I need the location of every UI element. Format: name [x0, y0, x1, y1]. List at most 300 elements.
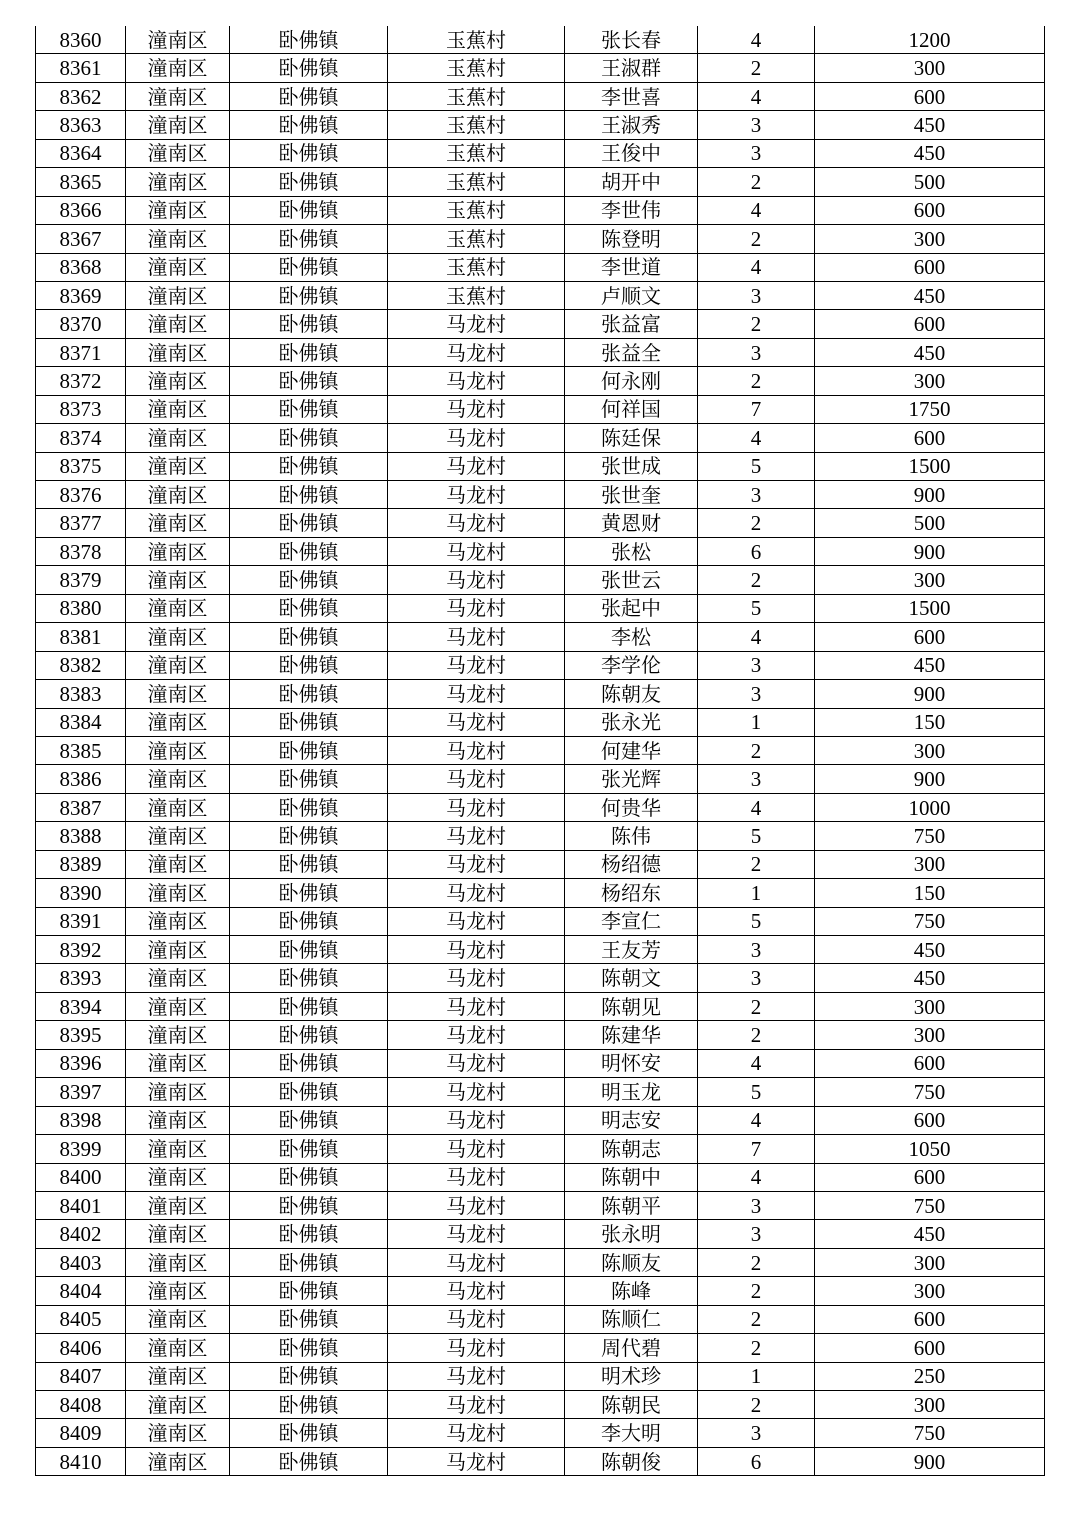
amount-cell: 600	[815, 424, 1045, 452]
village-cell: 玉蕉村	[388, 281, 565, 309]
town-cell: 卧佛镇	[230, 509, 388, 537]
name-cell: 张松	[565, 537, 698, 565]
household-size-cell: 4	[698, 1163, 815, 1191]
town-cell: 卧佛镇	[230, 196, 388, 224]
name-cell: 李大明	[565, 1419, 698, 1447]
row-number-cell: 8360	[36, 26, 126, 54]
town-cell: 卧佛镇	[230, 879, 388, 907]
amount-cell: 450	[815, 1220, 1045, 1248]
amount-cell: 450	[815, 651, 1045, 679]
town-cell: 卧佛镇	[230, 1135, 388, 1163]
amount-cell: 600	[815, 623, 1045, 651]
village-cell: 马龙村	[388, 1277, 565, 1305]
town-cell: 卧佛镇	[230, 481, 388, 509]
district-cell: 潼南区	[126, 424, 230, 452]
table-row	[36, 1220, 1045, 1248]
village-cell: 马龙村	[388, 338, 565, 366]
row-number-cell: 8394	[36, 992, 126, 1020]
district-cell: 潼南区	[126, 1191, 230, 1219]
town-cell: 卧佛镇	[230, 1078, 388, 1106]
row-number-cell: 8403	[36, 1248, 126, 1276]
name-cell: 陈顺友	[565, 1248, 698, 1276]
village-cell: 马龙村	[388, 1191, 565, 1219]
amount-cell: 1050	[815, 1135, 1045, 1163]
town-cell: 卧佛镇	[230, 1334, 388, 1362]
district-cell: 潼南区	[126, 1220, 230, 1248]
district-cell: 潼南区	[126, 452, 230, 480]
district-cell: 潼南区	[126, 964, 230, 992]
village-cell: 马龙村	[388, 850, 565, 878]
town-cell: 卧佛镇	[230, 1419, 388, 1447]
village-cell: 马龙村	[388, 992, 565, 1020]
household-size-cell: 4	[698, 1049, 815, 1077]
town-cell: 卧佛镇	[230, 992, 388, 1020]
household-size-cell: 4	[698, 424, 815, 452]
town-cell: 卧佛镇	[230, 822, 388, 850]
household-size-cell: 3	[698, 139, 815, 167]
name-cell: 陈朝见	[565, 992, 698, 1020]
table-row	[36, 196, 1045, 224]
name-cell: 李松	[565, 623, 698, 651]
table-row	[36, 168, 1045, 196]
row-number-cell: 8366	[36, 196, 126, 224]
name-cell: 胡开中	[565, 168, 698, 196]
household-size-cell: 2	[698, 992, 815, 1020]
district-cell: 潼南区	[126, 481, 230, 509]
amount-cell: 750	[815, 1419, 1045, 1447]
name-cell: 张益全	[565, 338, 698, 366]
row-number-cell: 8388	[36, 822, 126, 850]
name-cell: 何永刚	[565, 367, 698, 395]
household-size-cell: 5	[698, 907, 815, 935]
district-cell: 潼南区	[126, 1049, 230, 1077]
name-cell: 周代碧	[565, 1334, 698, 1362]
amount-cell: 600	[815, 253, 1045, 281]
village-cell: 玉蕉村	[388, 253, 565, 281]
name-cell: 王俊中	[565, 139, 698, 167]
district-cell: 潼南区	[126, 395, 230, 423]
name-cell: 明志安	[565, 1106, 698, 1134]
household-size-cell: 4	[698, 1106, 815, 1134]
village-cell: 玉蕉村	[388, 54, 565, 82]
village-cell: 马龙村	[388, 310, 565, 338]
district-cell: 潼南区	[126, 822, 230, 850]
district-cell: 潼南区	[126, 168, 230, 196]
table-row	[36, 452, 1045, 480]
household-size-cell: 3	[698, 680, 815, 708]
name-cell: 明术珍	[565, 1362, 698, 1390]
village-cell: 马龙村	[388, 509, 565, 537]
amount-cell: 300	[815, 54, 1045, 82]
amount-cell: 500	[815, 509, 1045, 537]
town-cell: 卧佛镇	[230, 1447, 388, 1475]
row-number-cell: 8387	[36, 793, 126, 821]
household-size-cell: 3	[698, 481, 815, 509]
district-cell: 潼南区	[126, 225, 230, 253]
table-row	[36, 367, 1045, 395]
table-row	[36, 708, 1045, 736]
table-row	[36, 54, 1045, 82]
table-row	[36, 1106, 1045, 1134]
district-cell: 潼南区	[126, 338, 230, 366]
name-cell: 王友芳	[565, 936, 698, 964]
data-table	[35, 26, 1045, 1476]
household-size-cell: 2	[698, 54, 815, 82]
table-row	[36, 1305, 1045, 1333]
name-cell: 张世云	[565, 566, 698, 594]
household-size-cell: 2	[698, 1248, 815, 1276]
household-size-cell: 7	[698, 395, 815, 423]
row-number-cell: 8399	[36, 1135, 126, 1163]
town-cell: 卧佛镇	[230, 623, 388, 651]
household-size-cell: 3	[698, 111, 815, 139]
row-number-cell: 8407	[36, 1362, 126, 1390]
amount-cell: 300	[815, 1277, 1045, 1305]
household-size-cell: 3	[698, 338, 815, 366]
amount-cell: 450	[815, 111, 1045, 139]
name-cell: 张益富	[565, 310, 698, 338]
household-size-cell: 3	[698, 1419, 815, 1447]
household-size-cell: 4	[698, 793, 815, 821]
village-cell: 马龙村	[388, 481, 565, 509]
amount-cell: 600	[815, 310, 1045, 338]
district-cell: 潼南区	[126, 1419, 230, 1447]
amount-cell: 900	[815, 1447, 1045, 1475]
town-cell: 卧佛镇	[230, 1191, 388, 1219]
district-cell: 潼南区	[126, 1391, 230, 1419]
row-number-cell: 8406	[36, 1334, 126, 1362]
household-size-cell: 2	[698, 367, 815, 395]
household-size-cell: 2	[698, 1391, 815, 1419]
household-size-cell: 2	[698, 225, 815, 253]
table-row	[36, 1419, 1045, 1447]
row-number-cell: 8386	[36, 765, 126, 793]
table-row	[36, 26, 1045, 54]
district-cell: 潼南区	[126, 509, 230, 537]
row-number-cell: 8401	[36, 1191, 126, 1219]
row-number-cell: 8381	[36, 623, 126, 651]
village-cell: 马龙村	[388, 1106, 565, 1134]
amount-cell: 300	[815, 992, 1045, 1020]
town-cell: 卧佛镇	[230, 850, 388, 878]
name-cell: 陈伟	[565, 822, 698, 850]
table-row	[36, 879, 1045, 907]
row-number-cell: 8369	[36, 281, 126, 309]
amount-cell: 900	[815, 680, 1045, 708]
town-cell: 卧佛镇	[230, 594, 388, 622]
table-row	[36, 793, 1045, 821]
district-cell: 潼南区	[126, 992, 230, 1020]
table-row	[36, 594, 1045, 622]
table-row	[36, 111, 1045, 139]
row-number-cell: 8376	[36, 481, 126, 509]
name-cell: 张永光	[565, 708, 698, 736]
town-cell: 卧佛镇	[230, 1305, 388, 1333]
amount-cell: 750	[815, 822, 1045, 850]
village-cell: 玉蕉村	[388, 26, 565, 54]
name-cell: 杨绍德	[565, 850, 698, 878]
row-number-cell: 8402	[36, 1220, 126, 1248]
town-cell: 卧佛镇	[230, 1248, 388, 1276]
name-cell: 陈峰	[565, 1277, 698, 1305]
village-cell: 马龙村	[388, 594, 565, 622]
town-cell: 卧佛镇	[230, 537, 388, 565]
row-number-cell: 8385	[36, 736, 126, 764]
household-size-cell: 2	[698, 1021, 815, 1049]
district-cell: 潼南区	[126, 1277, 230, 1305]
amount-cell: 750	[815, 907, 1045, 935]
village-cell: 马龙村	[388, 680, 565, 708]
district-cell: 潼南区	[126, 54, 230, 82]
town-cell: 卧佛镇	[230, 111, 388, 139]
village-cell: 马龙村	[388, 1305, 565, 1333]
name-cell: 明怀安	[565, 1049, 698, 1077]
amount-cell: 600	[815, 1106, 1045, 1134]
amount-cell: 750	[815, 1191, 1045, 1219]
household-size-cell: 4	[698, 26, 815, 54]
village-cell: 马龙村	[388, 1362, 565, 1390]
district-cell: 潼南区	[126, 111, 230, 139]
household-size-cell: 5	[698, 594, 815, 622]
district-cell: 潼南区	[126, 310, 230, 338]
table-row	[36, 736, 1045, 764]
town-cell: 卧佛镇	[230, 964, 388, 992]
table-row	[36, 1248, 1045, 1276]
table-row	[36, 765, 1045, 793]
table-row	[36, 338, 1045, 366]
district-cell: 潼南区	[126, 680, 230, 708]
household-size-cell: 3	[698, 765, 815, 793]
row-number-cell: 8373	[36, 395, 126, 423]
row-number-cell: 8393	[36, 964, 126, 992]
household-size-cell: 3	[698, 1191, 815, 1219]
row-number-cell: 8409	[36, 1419, 126, 1447]
table-row	[36, 1078, 1045, 1106]
household-size-cell: 2	[698, 310, 815, 338]
town-cell: 卧佛镇	[230, 936, 388, 964]
row-number-cell: 8383	[36, 680, 126, 708]
row-number-cell: 8362	[36, 82, 126, 110]
row-number-cell: 8377	[36, 509, 126, 537]
table-row	[36, 992, 1045, 1020]
town-cell: 卧佛镇	[230, 736, 388, 764]
amount-cell: 600	[815, 196, 1045, 224]
name-cell: 陈登明	[565, 225, 698, 253]
table-row	[36, 139, 1045, 167]
household-size-cell: 2	[698, 168, 815, 196]
village-cell: 马龙村	[388, 1419, 565, 1447]
amount-cell: 600	[815, 82, 1045, 110]
town-cell: 卧佛镇	[230, 82, 388, 110]
village-cell: 玉蕉村	[388, 196, 565, 224]
village-cell: 马龙村	[388, 424, 565, 452]
name-cell: 张光辉	[565, 765, 698, 793]
village-cell: 马龙村	[388, 907, 565, 935]
amount-cell: 250	[815, 1362, 1045, 1390]
table-row	[36, 395, 1045, 423]
row-number-cell: 8392	[36, 936, 126, 964]
town-cell: 卧佛镇	[230, 708, 388, 736]
table-row	[36, 1391, 1045, 1419]
district-cell: 潼南区	[126, 850, 230, 878]
table-row	[36, 1135, 1045, 1163]
row-number-cell: 8367	[36, 225, 126, 253]
name-cell: 陈朝民	[565, 1391, 698, 1419]
table-row	[36, 1447, 1045, 1475]
household-size-cell: 2	[698, 1277, 815, 1305]
row-number-cell: 8395	[36, 1021, 126, 1049]
name-cell: 陈朝平	[565, 1191, 698, 1219]
district-cell: 潼南区	[126, 879, 230, 907]
village-cell: 马龙村	[388, 1391, 565, 1419]
amount-cell: 1200	[815, 26, 1045, 54]
village-cell: 马龙村	[388, 1447, 565, 1475]
name-cell: 陈朝俊	[565, 1447, 698, 1475]
district-cell: 潼南区	[126, 1334, 230, 1362]
town-cell: 卧佛镇	[230, 338, 388, 366]
amount-cell: 450	[815, 964, 1045, 992]
amount-cell: 450	[815, 338, 1045, 366]
town-cell: 卧佛镇	[230, 452, 388, 480]
name-cell: 张起中	[565, 594, 698, 622]
household-size-cell: 5	[698, 1078, 815, 1106]
name-cell: 陈顺仁	[565, 1305, 698, 1333]
name-cell: 陈廷保	[565, 424, 698, 452]
district-cell: 潼南区	[126, 253, 230, 281]
name-cell: 何贵华	[565, 793, 698, 821]
district-cell: 潼南区	[126, 1163, 230, 1191]
village-cell: 马龙村	[388, 879, 565, 907]
town-cell: 卧佛镇	[230, 1391, 388, 1419]
row-number-cell: 8363	[36, 111, 126, 139]
table-row	[36, 651, 1045, 679]
row-number-cell: 8408	[36, 1391, 126, 1419]
table-row	[36, 310, 1045, 338]
district-cell: 潼南区	[126, 765, 230, 793]
table-row	[36, 537, 1045, 565]
household-size-cell: 1	[698, 1362, 815, 1390]
town-cell: 卧佛镇	[230, 793, 388, 821]
district-cell: 潼南区	[126, 367, 230, 395]
table-row	[36, 225, 1045, 253]
household-size-cell: 7	[698, 1135, 815, 1163]
name-cell: 张永明	[565, 1220, 698, 1248]
village-cell: 马龙村	[388, 623, 565, 651]
name-cell: 杨绍东	[565, 879, 698, 907]
household-size-cell: 3	[698, 936, 815, 964]
amount-cell: 300	[815, 566, 1045, 594]
name-cell: 李世喜	[565, 82, 698, 110]
row-number-cell: 8380	[36, 594, 126, 622]
table-row	[36, 1049, 1045, 1077]
row-number-cell: 8410	[36, 1447, 126, 1475]
town-cell: 卧佛镇	[230, 765, 388, 793]
amount-cell: 600	[815, 1305, 1045, 1333]
amount-cell: 450	[815, 936, 1045, 964]
name-cell: 张世成	[565, 452, 698, 480]
household-size-cell: 4	[698, 623, 815, 651]
amount-cell: 300	[815, 1248, 1045, 1276]
town-cell: 卧佛镇	[230, 281, 388, 309]
district-cell: 潼南区	[126, 1305, 230, 1333]
name-cell: 陈朝友	[565, 680, 698, 708]
table-row	[36, 1362, 1045, 1390]
row-number-cell: 8375	[36, 452, 126, 480]
town-cell: 卧佛镇	[230, 54, 388, 82]
row-number-cell: 8391	[36, 907, 126, 935]
household-size-cell: 4	[698, 196, 815, 224]
town-cell: 卧佛镇	[230, 225, 388, 253]
household-size-cell: 3	[698, 651, 815, 679]
row-number-cell: 8378	[36, 537, 126, 565]
name-cell: 张世奎	[565, 481, 698, 509]
village-cell: 马龙村	[388, 537, 565, 565]
row-number-cell: 8382	[36, 651, 126, 679]
village-cell: 马龙村	[388, 765, 565, 793]
amount-cell: 900	[815, 481, 1045, 509]
name-cell: 陈建华	[565, 1021, 698, 1049]
district-cell: 潼南区	[126, 594, 230, 622]
town-cell: 卧佛镇	[230, 651, 388, 679]
village-cell: 马龙村	[388, 566, 565, 594]
row-number-cell: 8371	[36, 338, 126, 366]
row-number-cell: 8397	[36, 1078, 126, 1106]
table-row	[36, 1191, 1045, 1219]
household-size-cell: 1	[698, 708, 815, 736]
table-row	[36, 566, 1045, 594]
amount-cell: 1000	[815, 793, 1045, 821]
household-size-cell: 2	[698, 509, 815, 537]
town-cell: 卧佛镇	[230, 424, 388, 452]
table-row	[36, 936, 1045, 964]
table-row	[36, 1163, 1045, 1191]
row-number-cell: 8379	[36, 566, 126, 594]
village-cell: 马龙村	[388, 936, 565, 964]
row-number-cell: 8374	[36, 424, 126, 452]
district-cell: 潼南区	[126, 936, 230, 964]
district-cell: 潼南区	[126, 1135, 230, 1163]
village-cell: 马龙村	[388, 1049, 565, 1077]
town-cell: 卧佛镇	[230, 253, 388, 281]
household-size-cell: 2	[698, 1334, 815, 1362]
row-number-cell: 8389	[36, 850, 126, 878]
town-cell: 卧佛镇	[230, 1277, 388, 1305]
village-cell: 马龙村	[388, 452, 565, 480]
village-cell: 马龙村	[388, 1220, 565, 1248]
name-cell: 李世道	[565, 253, 698, 281]
table-row	[36, 509, 1045, 537]
amount-cell: 450	[815, 139, 1045, 167]
row-number-cell: 8364	[36, 139, 126, 167]
amount-cell: 300	[815, 1391, 1045, 1419]
town-cell: 卧佛镇	[230, 680, 388, 708]
household-size-cell: 2	[698, 566, 815, 594]
household-size-cell: 5	[698, 822, 815, 850]
amount-cell: 150	[815, 879, 1045, 907]
town-cell: 卧佛镇	[230, 907, 388, 935]
village-cell: 马龙村	[388, 964, 565, 992]
village-cell: 玉蕉村	[388, 168, 565, 196]
row-number-cell: 8398	[36, 1106, 126, 1134]
table-row	[36, 281, 1045, 309]
household-size-cell: 3	[698, 281, 815, 309]
town-cell: 卧佛镇	[230, 1163, 388, 1191]
row-number-cell: 8400	[36, 1163, 126, 1191]
table-row	[36, 253, 1045, 281]
row-number-cell: 8390	[36, 879, 126, 907]
name-cell: 张长春	[565, 26, 698, 54]
district-cell: 潼南区	[126, 623, 230, 651]
